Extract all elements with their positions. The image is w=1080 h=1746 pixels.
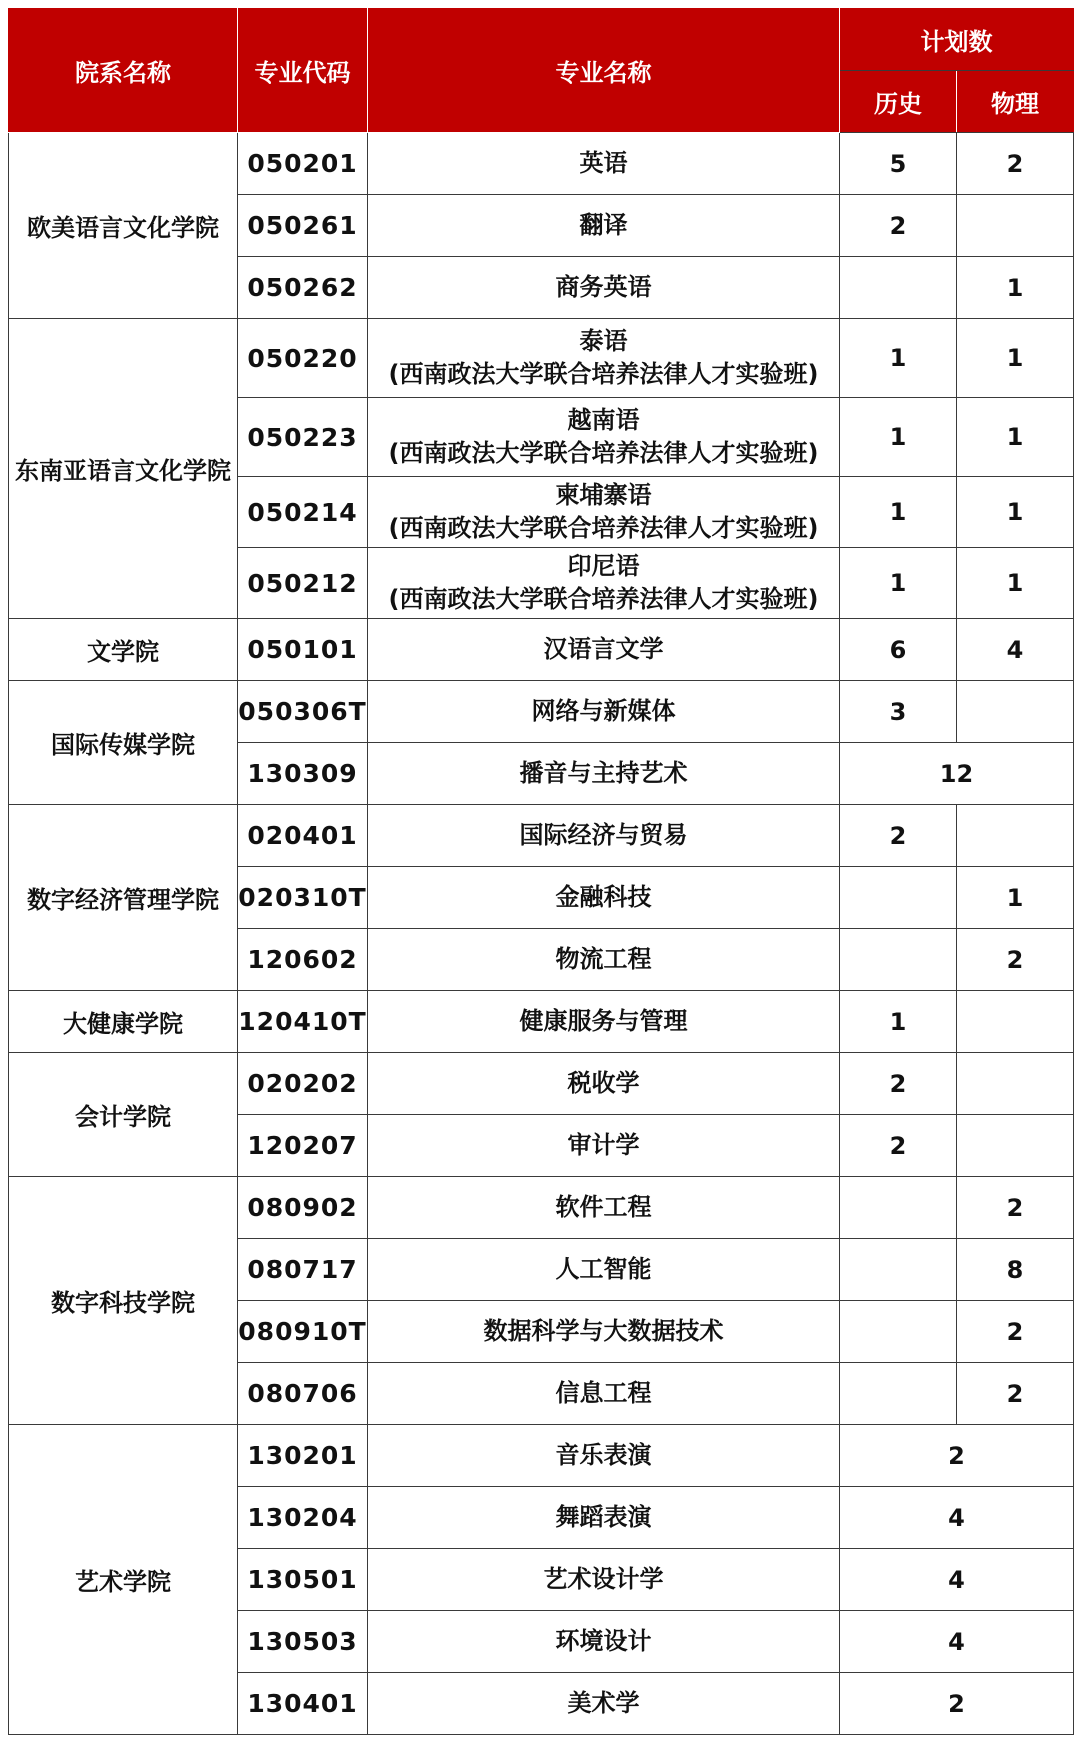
plan-physics-cell: 2 (957, 1363, 1074, 1425)
plan-physics-cell (957, 805, 1074, 867)
major-name: 网络与新媒体 (531, 697, 676, 725)
plan-physics-cell (957, 991, 1074, 1053)
plan-history-cell: 1 (840, 477, 957, 548)
major-name: 舞蹈表演 (555, 1503, 652, 1531)
major-code-cell: 080910T (238, 1301, 368, 1363)
major-name: 信息工程 (555, 1379, 652, 1407)
plan-history-cell: 6 (840, 619, 957, 681)
major-code-cell: 050201 (238, 133, 368, 195)
major-name-cell (368, 548, 840, 619)
college-cell: 会计学院 (9, 1053, 238, 1177)
plan-physics-cell: 1 (957, 867, 1074, 929)
major-note: (西南政法大学联合培养法律人才实验班) (388, 439, 819, 467)
plan-history-cell: 2 (840, 805, 957, 867)
plan-combined-cell: 4 (840, 1611, 1074, 1673)
major-name: 软件工程 (555, 1193, 652, 1221)
major-name-cell (368, 133, 840, 195)
plan-history-cell: 1 (840, 319, 957, 398)
major-code-cell: 080902 (238, 1177, 368, 1239)
plan-combined-cell: 2 (840, 1673, 1074, 1735)
plan-history-cell (840, 1301, 957, 1363)
major-name: 泰语 (579, 327, 628, 355)
table-row (9, 319, 1074, 398)
plan-combined-cell: 12 (840, 743, 1074, 805)
major-name-cell (368, 1549, 840, 1611)
major-code-cell: 050261 (238, 195, 368, 257)
table-row (9, 619, 1074, 681)
major-name: 健康服务与管理 (519, 1007, 688, 1035)
plan-history-cell: 2 (840, 1115, 957, 1177)
major-name-cell (368, 1611, 840, 1673)
plan-physics-cell (957, 195, 1074, 257)
major-name-cell (368, 477, 840, 548)
major-code-cell: 020310T (238, 867, 368, 929)
plan-physics-cell: 2 (957, 1177, 1074, 1239)
major-code-cell: 130501 (238, 1549, 368, 1611)
major-name: 人工智能 (555, 1255, 652, 1283)
plan-history-cell: 2 (840, 1053, 957, 1115)
plan-physics-cell (957, 1115, 1074, 1177)
college-cell: 艺术学院 (9, 1425, 238, 1735)
header-physics: 物理 (957, 71, 1074, 133)
major-code-cell: 050212 (238, 548, 368, 619)
major-name: 国际经济与贸易 (519, 821, 688, 849)
plan-history-cell: 1 (840, 398, 957, 477)
major-name-cell (368, 1673, 840, 1735)
major-code-cell: 130401 (238, 1673, 368, 1735)
major-note: (西南政法大学联合培养法律人才实验班) (388, 585, 819, 613)
major-name: 环境设计 (555, 1627, 652, 1655)
college-cell: 大健康学院 (9, 991, 238, 1053)
major-name: 数据科学与大数据技术 (483, 1317, 724, 1345)
college-cell: 欧美语言文化学院 (9, 133, 238, 319)
plan-history-cell: 1 (840, 991, 957, 1053)
major-code-cell: 130201 (238, 1425, 368, 1487)
plan-history-cell: 5 (840, 133, 957, 195)
plan-history-cell (840, 1239, 957, 1301)
table-body (9, 133, 1074, 1735)
plan-physics-cell (957, 681, 1074, 743)
major-code-cell: 050214 (238, 477, 368, 548)
major-code-cell: 120410T (238, 991, 368, 1053)
major-name: 审计学 (567, 1131, 640, 1159)
college-cell: 数字科技学院 (9, 1177, 238, 1425)
major-name-cell (368, 1487, 840, 1549)
major-name-cell (368, 867, 840, 929)
major-code-cell: 080706 (238, 1363, 368, 1425)
major-name-cell (368, 1115, 840, 1177)
plan-history-cell (840, 1363, 957, 1425)
table-row (9, 991, 1074, 1053)
major-code-cell: 130204 (238, 1487, 368, 1549)
plan-physics-cell (957, 1053, 1074, 1115)
enrollment-plan-table (8, 8, 1074, 1735)
plan-history-cell: 3 (840, 681, 957, 743)
plan-physics-cell: 4 (957, 619, 1074, 681)
major-name: 艺术设计学 (543, 1565, 664, 1593)
college-cell: 数字经济管理学院 (9, 805, 238, 991)
table-row (9, 1053, 1074, 1115)
header-plan: 计划数 (840, 9, 1074, 71)
major-name: 柬埔寨语 (555, 481, 652, 509)
plan-history-cell (840, 929, 957, 991)
plan-physics-cell: 1 (957, 398, 1074, 477)
major-code-cell: 050220 (238, 319, 368, 398)
major-name: 越南语 (567, 406, 640, 434)
plan-physics-cell: 1 (957, 319, 1074, 398)
major-name-cell (368, 1425, 840, 1487)
major-code-cell: 130503 (238, 1611, 368, 1673)
major-name: 印尼语 (567, 552, 640, 580)
major-code-cell: 050306T (238, 681, 368, 743)
plan-combined-cell: 4 (840, 1487, 1074, 1549)
header-code: 专业代码 (238, 9, 368, 133)
major-name-cell (368, 1301, 840, 1363)
table-row (9, 1177, 1074, 1239)
table-row (9, 805, 1074, 867)
plan-physics-cell: 2 (957, 133, 1074, 195)
major-code-cell: 020401 (238, 805, 368, 867)
major-name-cell (368, 257, 840, 319)
major-code-cell: 050223 (238, 398, 368, 477)
plan-combined-cell: 4 (840, 1549, 1074, 1611)
college-cell: 文学院 (9, 619, 238, 681)
major-name-cell (368, 619, 840, 681)
table-row (9, 681, 1074, 743)
plan-physics-cell: 2 (957, 1301, 1074, 1363)
major-name-cell (368, 991, 840, 1053)
major-name-cell (368, 1177, 840, 1239)
plan-physics-cell: 2 (957, 929, 1074, 991)
major-name: 音乐表演 (555, 1441, 652, 1469)
plan-physics-cell: 1 (957, 257, 1074, 319)
major-name: 汉语言文学 (543, 635, 664, 663)
major-name: 英语 (579, 149, 628, 177)
major-note: (西南政法大学联合培养法律人才实验班) (388, 360, 819, 388)
major-code-cell: 050101 (238, 619, 368, 681)
header-major: 专业名称 (368, 9, 840, 133)
major-name-cell (368, 1363, 840, 1425)
major-name: 播音与主持艺术 (519, 759, 688, 787)
major-name-cell (368, 1239, 840, 1301)
plan-history-cell (840, 867, 957, 929)
major-code-cell: 050262 (238, 257, 368, 319)
major-name: 美术学 (567, 1689, 640, 1717)
major-name-cell (368, 1053, 840, 1115)
major-name-cell (368, 805, 840, 867)
major-name: 金融科技 (555, 883, 652, 911)
major-code-cell: 020202 (238, 1053, 368, 1115)
plan-combined-cell: 2 (840, 1425, 1074, 1487)
header-history: 历史 (840, 71, 957, 133)
plan-physics-cell: 1 (957, 548, 1074, 619)
major-name-cell (368, 398, 840, 477)
plan-history-cell: 1 (840, 548, 957, 619)
major-name-cell (368, 681, 840, 743)
table-row (9, 1425, 1074, 1487)
major-name-cell (368, 929, 840, 991)
plan-physics-cell: 8 (957, 1239, 1074, 1301)
major-code-cell: 120602 (238, 929, 368, 991)
table-row (9, 133, 1074, 195)
plan-history-cell (840, 257, 957, 319)
plan-history-cell (840, 1177, 957, 1239)
college-cell: 国际传媒学院 (9, 681, 238, 805)
major-name: 税收学 (567, 1069, 640, 1097)
major-name: 物流工程 (555, 945, 652, 973)
major-code-cell: 130309 (238, 743, 368, 805)
plan-physics-cell: 1 (957, 477, 1074, 548)
header-college: 院系名称 (9, 9, 238, 133)
major-note: (西南政法大学联合培养法律人才实验班) (388, 514, 819, 542)
major-name: 翻译 (579, 211, 628, 239)
major-code-cell: 080717 (238, 1239, 368, 1301)
college-cell: 东南亚语言文化学院 (9, 319, 238, 619)
plan-history-cell: 2 (840, 195, 957, 257)
table-header (9, 9, 1074, 133)
major-name-cell (368, 743, 840, 805)
major-name-cell (368, 319, 840, 398)
major-name: 商务英语 (555, 273, 652, 301)
major-code-cell: 120207 (238, 1115, 368, 1177)
major-name-cell (368, 195, 840, 257)
